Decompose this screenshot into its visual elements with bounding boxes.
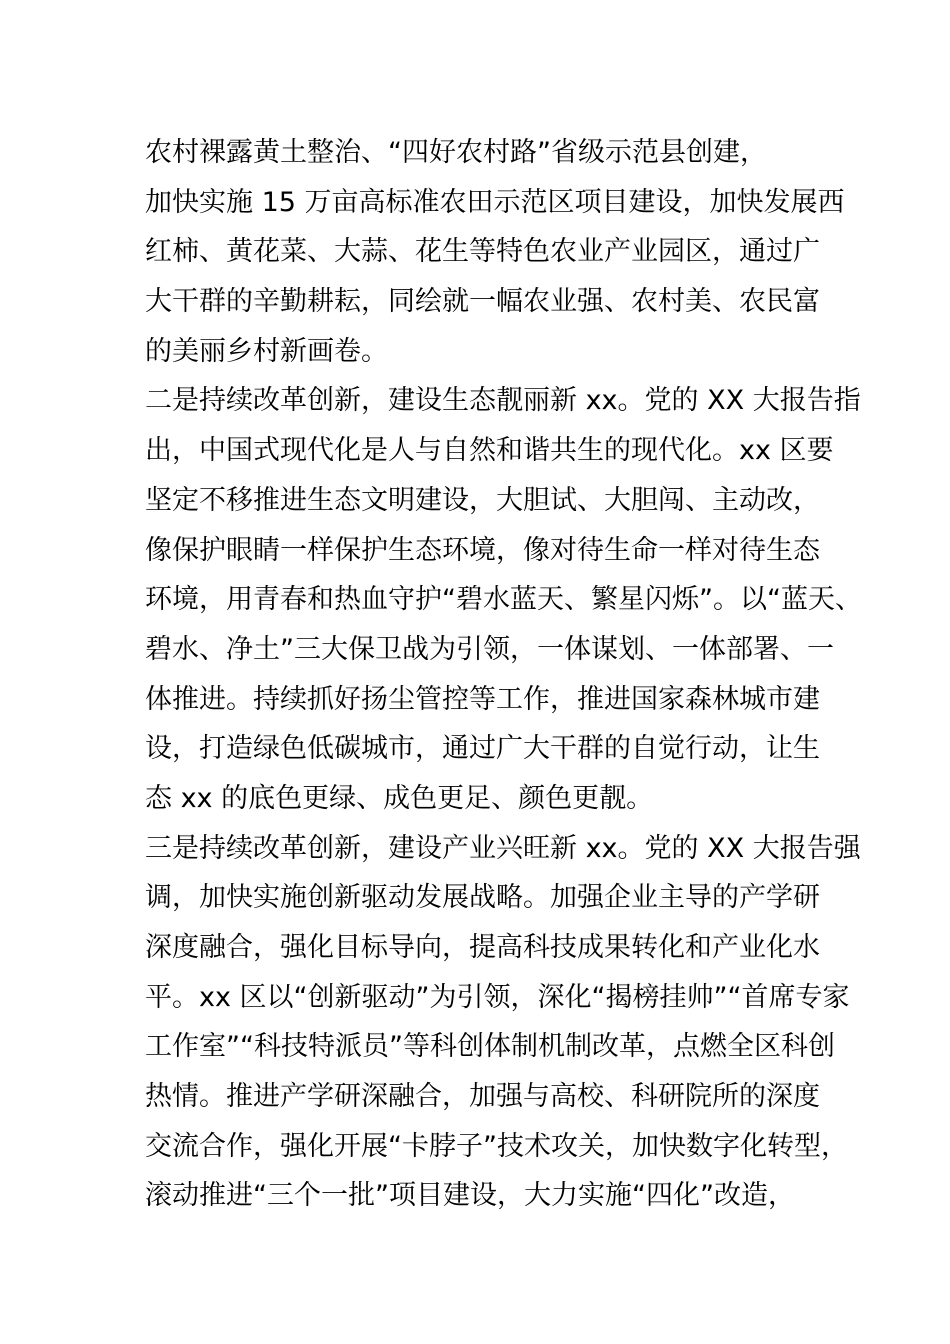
text-line: 平。xx 区以“创新驱动”为引领，深化“揭榜挂帅”“首席专家 [145,981,850,1013]
text-line: 滚动推进“三个一批”项目建设，大力实施“四化”改造， [145,1180,795,1212]
text-line: 红柿、黄花菜、大蒜、花生等特色农业产业园区，通过广 [145,236,820,268]
text-line: 三是持续改革创新，建设产业兴旺新 xx。党的 XX 大报告强 [145,832,861,864]
text-line: 深度融合，强化目标导向，提高科技成果转化和产业化水 [145,932,820,963]
text-line: 调，加快实施创新驱动发展战略。加强企业主导的产学研 [145,882,820,914]
text-line: 工作室”“科技特派员”等科创体制机制改革，点燃全区科创 [145,1031,835,1063]
text-line: 交流合作，强化开展“卡脖子”技术攻关，加快数字化转型， [145,1130,848,1162]
text-line: 环境，用青春和热血守护“碧水蓝天、繁星闪烁”。以“蓝天、 [145,584,862,616]
text-line: 体推进。持续抓好扬尘管控等工作，推进国家森林城市建 [145,683,820,715]
text-line: 的美丽乡村新画卷。 [145,335,388,367]
text-line: 像保护眼睛一样保护生态环境，像对待生命一样对待生态 [145,534,820,566]
text-line: 二是持续改革创新，建设生态靓丽新 xx。党的 XX 大报告指 [145,385,861,417]
text-line: 碧水、净土”三大保卫战为引领，一体谋划、一体部署、一 [145,633,834,665]
text-line: 态 xx 的底色更绿、成色更足、颜色更靓。 [145,782,654,814]
text-line: 大干群的辛勤耕耘，同绘就一幅农业强、农村美、农民富 [145,286,820,318]
document-body-text [145,128,862,1221]
text-line: 出，中国式现代化是人与自然和谐共生的现代化。xx 区要 [145,435,834,467]
text-line: 农村裸露黄土整治、“四好农村路”省级示范县创建， [145,137,767,168]
text-line: 坚定不移推进生态文明建设，大胆试、大胆闯、主动改， [145,484,820,516]
text-line: 设，打造绿色低碳城市，通过广大干群的自觉行动，让生 [145,733,820,765]
text-line: 加快实施 15 万亩高标准农田示范区项目建设，加快发展西 [145,186,845,218]
text-line: 热情。推进产学研深融合，加强与高校、科研院所的深度 [145,1081,820,1113]
